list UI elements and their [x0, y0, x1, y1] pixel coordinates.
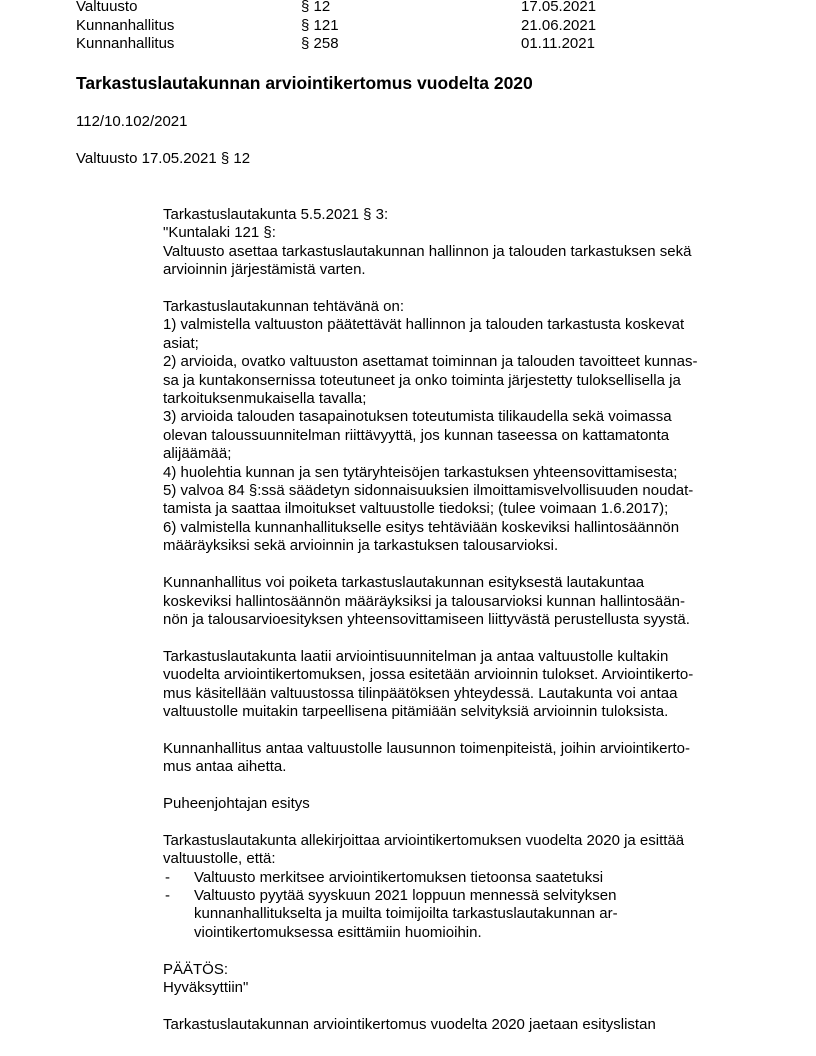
proposal-list — [163, 869, 741, 943]
text-line: tamista ja saattaa ilmoitukset valtuustolle tiedoksi; (tulee voimaan 1.6.2017); — [163, 500, 669, 518]
text-line: sa ja kuntakonsernissa toteutuneet ja onko toiminta järjestetty tuloksellisella ja — [163, 371, 681, 389]
text-line: Valtuusto asettaa tarkastuslautakunnan hallinnon ja talouden tarkastuksen sekä — [163, 242, 692, 260]
text-line: viointikertomuksessa esittämiin huomioihin. — [194, 923, 482, 941]
text-line: 2) arvioida, ovatko valtuuston asettamat toiminnan ja talouden tavoitteet kunnas- — [163, 353, 698, 371]
text-line: Valtuusto pyytää syyskuun 2021 loppuun mennessä selvityksen — [194, 886, 617, 904]
text-line: valtuustolle muitakin tarpeellisena pitämiään selvityksiä arvioinnin tuloksista. — [163, 702, 669, 720]
text-line: Tarkastuslautakunta allekirjoittaa arviointikertomuksen vuodelta 2020 ja esittää — [163, 831, 685, 849]
meta-date: 21.06.2021 — [521, 16, 597, 34]
meta-row-1 — [76, 0, 776, 16]
text-line: Tarkastuslautakunnan tehtävänä on: — [163, 298, 405, 316]
text-line: määräyksiksi sekä arvioinnin ja tarkastuksen talousarvioksi. — [163, 537, 559, 555]
text-line: Kunnanhallitus antaa valtuustolle lausunnon toimenpiteistä, joihin arviointikerto- — [163, 739, 690, 757]
list-item — [163, 887, 741, 942]
decision-paragraph — [163, 961, 741, 998]
text-line: 4) huolehtia kunnan ja sen tytäryhteisöjen tarkastuksen yhteensovittamisesta; — [163, 463, 678, 481]
chair-proposal — [163, 832, 741, 942]
text-line: kunnanhallitukselta ja muilta toimijoilta tarkastuslautakunnan ar- — [194, 905, 618, 923]
reference-number: 112/10.102/2021 — [76, 113, 188, 130]
text-line: Valtuusto merkitsee arviointikertomuksen tietoonsa saatetuksi — [194, 868, 604, 886]
text-line: arvioinnin järjestämistä varten. — [163, 261, 366, 279]
duties-paragraph — [163, 298, 741, 556]
text-line: 3) arvioida talouden tasapainotuksen toteutumista tilikaudella sekä voimassa — [163, 408, 672, 426]
meta-section: § 121 — [301, 16, 339, 34]
intro-paragraph — [163, 206, 741, 280]
text-line: valtuustolle, että: — [163, 850, 276, 868]
meta-body: Valtuusto — [76, 0, 138, 15]
meta-date: 17.05.2021 — [521, 0, 597, 15]
text-line: Kunnanhallitus voi poiketa tarkastuslautakunnan esityksestä lautakuntaa — [163, 574, 645, 592]
text-line: olevan taloussuunnitelman riittävyyttä, jos kunnan taseessa on kattamatonta — [163, 426, 670, 444]
text-line: 5) valvoa 84 §:ssä säädetyn sidonnaisuuksien ilmoittamisvelvollisuuden noudat- — [163, 482, 694, 500]
session-line: Valtuusto 17.05.2021 § 12 — [76, 150, 251, 167]
text-line: nön ja talousarvioesityksen yhteensovittamiseen liittyvästä perustellusta syystä. — [163, 610, 690, 628]
text-line: Tarkastuslautakunta 5.5.2021 § 3: — [163, 206, 389, 223]
meta-body: Kunnanhallitus — [76, 16, 175, 34]
meta-body: Kunnanhallitus — [76, 35, 175, 52]
statement-paragraph — [163, 740, 741, 777]
text-line: mus käsitellään valtuustossa tilinpäätöksen yhteydessä. Lautakunta voi antaa — [163, 684, 678, 702]
meta-section: § 12 — [301, 0, 331, 15]
closing-paragraph — [163, 1016, 741, 1034]
list-item — [163, 869, 741, 887]
document-body — [163, 206, 741, 1053]
document-title: Tarkastuslautakunnan arviointikertomus vuodelta 2020 — [76, 73, 533, 93]
text-line: "Kuntalaki 121 §: — [163, 224, 276, 242]
text-line: Puheenjohtajan esitys — [163, 794, 310, 812]
dash-bullet: - — [165, 868, 170, 886]
deviation-paragraph — [163, 574, 741, 629]
text-line: PÄÄTÖS: — [163, 960, 229, 978]
text-line: Tarkastuslautakunta laatii arviointisuunnitelman ja antaa valtuustolle kultakin — [163, 647, 669, 665]
plan-paragraph — [163, 648, 741, 722]
text-line: 1) valmistella valtuuston päätettävät hallinnon ja talouden tarkastusta koskevat — [163, 316, 685, 334]
dash-bullet: - — [165, 886, 170, 904]
text-line: 6) valmistella kunnanhallitukselle esitys tehtäviään koskeviksi hallintosäännön — [163, 518, 680, 536]
meta-row-3 — [76, 35, 776, 53]
chair-heading — [163, 795, 741, 813]
meta-section: § 258 — [301, 35, 339, 52]
text-line: Tarkastuslautakunnan arviointikertomus vuodelta 2020 jaetaan esityslistan — [163, 1015, 656, 1033]
text-line: asiat; — [163, 334, 199, 352]
text-line: vuodelta arviointikertomuksen, jossa esitetään arvioinnin tulokset. Arviointikerto- — [163, 666, 694, 684]
text-line: koskeviksi hallintosäännön määräyksiksi ja talousarvioksi kunnan hallintosään- — [163, 592, 685, 610]
meta-date: 01.11.2021 — [521, 35, 595, 52]
meta-row-2 — [76, 17, 776, 35]
text-line: alijäämää; — [163, 445, 232, 463]
text-line: mus antaa aihetta. — [163, 758, 287, 776]
text-line: tarkoituksenmukaisella tavalla; — [163, 390, 367, 408]
text-line: Hyväksyttiin" — [163, 978, 249, 996]
